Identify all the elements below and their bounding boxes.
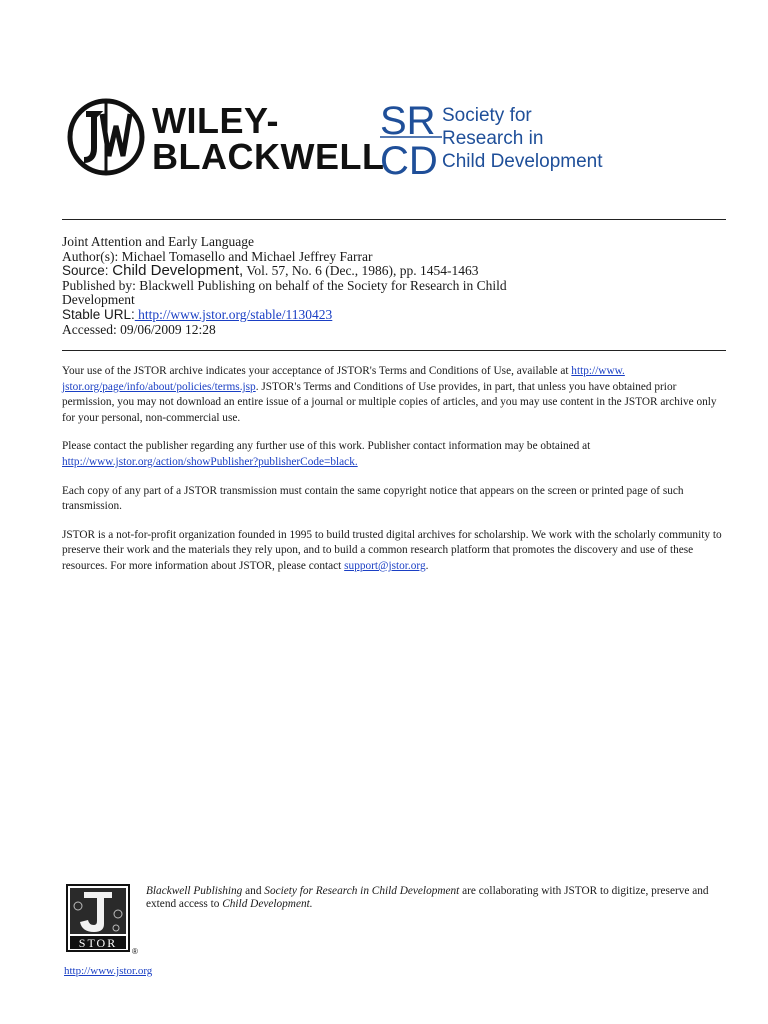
- source-label: Source:: [62, 263, 113, 279]
- jstor-logo: [66, 884, 146, 964]
- wiley-line: WILEY-: [152, 100, 279, 141]
- terms-block: [62, 364, 726, 588]
- stable-url: [62, 308, 726, 323]
- publisher-2: Society for Research in Child Development: [264, 885, 460, 897]
- publisher-1: Blackwell Publishing: [146, 885, 243, 897]
- terms-link-part-2[interactable]: jstor.org/page/info/about/policies/terms.jsp: [62, 380, 256, 393]
- jstor-home-link[interactable]: http://www.jstor.org: [64, 965, 153, 977]
- terms-link-part-1[interactable]: http://www.: [571, 365, 625, 377]
- top-divider: [62, 219, 726, 220]
- source-details: Vol. 57, No. 6 (Dec., 1986), pp. 1454-1463: [243, 263, 479, 279]
- jstor-emblem-icon: [66, 884, 146, 964]
- publisher-contact-text: Please contact the publisher regarding any further use of this work. Publisher contact information may be obtained at: [62, 440, 591, 453]
- blackwell-line: BLACKWELL: [152, 136, 385, 177]
- srcd-line-2: Research in: [442, 128, 544, 149]
- terms-paragraph-2: [62, 439, 726, 470]
- terms-text: Your use of the JSTOR archive indicates your acceptance of JSTOR's Terms and Conditions of Use, available at: [62, 365, 572, 377]
- mid-divider: [62, 350, 726, 351]
- srcd-line-1: Society for: [442, 105, 532, 126]
- article-authors: Author(s): Michael Tomasello and Michael Jeffrey Farrar: [62, 248, 373, 264]
- terms-paragraph-4: [62, 528, 726, 575]
- jstor-logo-text: STOR: [78, 936, 118, 950]
- stable-url-label: Stable URL:: [62, 306, 135, 322]
- period: .: [425, 559, 429, 572]
- wiley-jw-emblem-icon: [64, 96, 150, 178]
- srcd-monogram-icon: [380, 96, 444, 178]
- collab-text: are collaborating with JSTOR to digitize, preserve and extend access to: [146, 885, 709, 910]
- srcd-wordmark: [442, 104, 603, 173]
- accessed-date: Accessed: 09/06/2009 12:28: [62, 321, 216, 337]
- jstor-about-text: JSTOR is a not-for-profit organization founded in 1995 to build trusted digital archives for scholarship. We work with the scholarly community to preserve their work and the materials they rely upon, and to build a common research platform that promotes the discovery and use of these resources. For more information about JSTOR, please contact: [62, 528, 722, 572]
- terms-text: . JSTOR's Terms and Conditions of Use provides, in part, that unless you have obtained prior permission, you may not download an entire issue of a journal or multiple copies of articles, and you may use content in the JSTOR archive only for your personal, non-commercial use.: [62, 380, 717, 424]
- terms-paragraph-1: [62, 364, 726, 426]
- citation-block: [62, 235, 726, 337]
- support-email-link[interactable]: support@jstor.org: [344, 559, 426, 572]
- collaboration-notice: [146, 885, 736, 910]
- source-journal: Child Development,: [112, 262, 244, 280]
- publisher-contact-link[interactable]: http://www.jstor.org/action/showPublisher?publisherCode=black.: [62, 455, 358, 468]
- srcd-line-3: Child Development: [442, 151, 603, 172]
- terms-paragraph-3: Each copy of any part of a JSTOR transmission must contain the same copyright notice that appears on the screen or printed page of such transmission.: [62, 484, 684, 513]
- registered-mark: ®: [132, 947, 138, 956]
- svg-text:SR: SR: [380, 99, 436, 143]
- and-text: and: [242, 885, 265, 897]
- article-title: Joint Attention and Early Language: [62, 234, 254, 249]
- published-by-line-1: Published by: Blackwell Publishing on behalf of the Society for Research in Child: [62, 277, 507, 293]
- journal-name: Child Development.: [222, 897, 313, 910]
- article-source: [62, 264, 726, 279]
- published-by-line-2: Development: [62, 292, 135, 308]
- wiley-blackwell-wordmark: [152, 100, 385, 177]
- svg-text:CD: CD: [380, 139, 438, 178]
- stable-url-link[interactable]: http://www.jstor.org/stable/1130423: [134, 306, 333, 322]
